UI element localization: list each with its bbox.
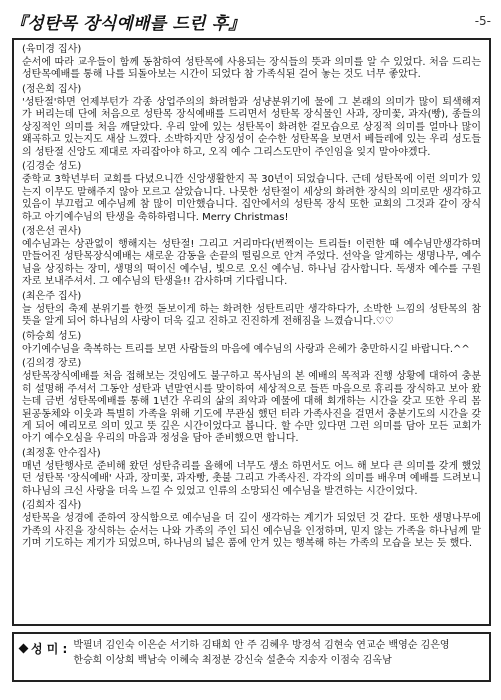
testimonial-text: 순서에 따라 교우들이 함께 동참하여 성탄목에 사용되는 장식들의 뜻과 의미를 알 수 있었다. 처음 드리는 성탄목예배를 통해 나를 되돌아보는 시간이 되었다 참 가족식된 걸어 놓는 것도 너무 좋았다.: [22, 57, 481, 81]
diamond-bullet-icon: [19, 644, 29, 654]
testimonial-text: '성탄절'하면 언제부턴가 각종 상업주의의 화려함과 성냥분위기에 물에 그 본래의 의미가 많이 퇴색해져 가 버리는데 단에 처음으로 성탄목 장식예배를 드리면서 성탄목 장식물인 사과, 장미꽃, 과자(빵), 종들의 상징적인 의미를 처음 깨달았다. 우리 앞에 있는 성탄목이 화려한 겉모습으로 상징적 의미를 얼마나 많이 왜곡하고 있는지도 새삼 느꼈다. 소박하지만 상징성이 순수한 성탄목을 보면서 베들레에 있는 우리 성도들의 성탄절 신앙도 제대로 자리잡아야 하고, 오직 예수 그리스도만이 주인임을 잊지 말아야겠다.: [22, 96, 481, 158]
page-title: 『성탄목 장식예배를 드린 후』: [10, 13, 246, 34]
offering-names: [73, 638, 449, 668]
page-number: -5-: [474, 14, 491, 28]
testimonial-3: [22, 161, 481, 224]
testimonial-author: (김희자 집사): [22, 500, 82, 512]
testimonial-text: 매년 성탄행사로 준비해 왔던 성탄츄리를 올해에 너무도 생소 하면서도 어느 해 보다 큰 의미를 갖게 했었던 성탄목 '장식예배' 사과, 장미꽃, 과자빵, 촛불 그리고 가족사진. 각각의 의미를 배우며 예배를 드려보니 하나님의 크신 사랑을 더욱 느낄 수 있었고 인류의 소망되신 예수님을 발견하는 시간이었다.: [22, 460, 481, 497]
testimonial-6: [22, 331, 481, 356]
testimonial-2: [22, 84, 481, 159]
testimonial-author: (정은희 집사): [22, 83, 82, 95]
testimonial-8: [22, 448, 481, 498]
testimonial-author: (하승희 성도): [22, 330, 82, 342]
testimonial-text: 아기예수님을 축복하는 트리를 보면 사람들의 마음에 예수님의 사랑과 은혜가 충만하시길 바랍니다.^^: [22, 343, 470, 355]
testimonial-author: (육미경 집사): [22, 44, 82, 55]
testimonial-1: [22, 44, 481, 82]
offering-names-line: 박필녀 김인숙 이은순 서기하 김태희 안 주 김혜우 방경석 김현숙 연교순 백영순 김은영: [73, 640, 450, 651]
testimonial-text: 예수님과는 상관없이 행해지는 성탄절! 그리고 거리마다(번쩍이는 트리들! 이런한 때 예수님만생각하며 만들어진 성탄목장식예배는 새로운 감동을 손끝의 떨림으로 안겨 주었다. 선악을 알게하는 생명나무, 예수님을 상징하는 장미, 생명의 떡이신 예수님, 빛으로 오신 예수님. 하나님 감사합니다. 독생자 예수를 구원자로 보내주셔서. 그 예수님의 탄생을!! 감사하며 기다립니다.: [22, 238, 481, 288]
offering-label-text: 성 미 :: [31, 642, 68, 656]
testimonial-text: 성탄목을 성경에 준하여 장식함으로 예수님을 더 깊이 생각하는 계기가 되었던 것 같다. 또한 생명나무에 가족의 사진을 장식하는 순서는 나와 가족의 주인 되신 예수님을 인정하며, 믿지 않는 가족을 하나님께 맡기며 기도하는 계기가 되었으며, 하나님의 넓은 품에 안겨 있는 행복해 하는 가족의 모습을 보는 듯 했다.: [22, 513, 481, 550]
offering-box: [12, 632, 491, 682]
testimonial-5: [22, 291, 481, 329]
testimonial-7: [22, 358, 481, 446]
testimonial-author: (최정훈 안수집사): [22, 447, 101, 459]
testimonial-text: 중학교 3학년부터 교회를 다녔으니깐 신앙생활한지 꼭 30년이 되었습니다. 근데 성탄목에 이런 의미가 있는지 이무도 말해주지 않아 모르고 살았습니다. 나뭇한 성탄절이 세상의 화려한 장식의 의미로만 생각하고 있음이 부끄럽고 예수님께 참 많이 미안했습니다. 집안에서의 성탄목 장식 또한 교회의 그것과 같이 장식하고 아기예수님의 탄생을 축하하렵니다. Merry Christmas!: [22, 174, 481, 223]
testimonial-author: (김경순 성도): [22, 161, 82, 173]
offering-label: [20, 640, 67, 657]
testimonial-4: [22, 226, 481, 289]
testimonial-9: [22, 500, 481, 550]
testimonial-text: 늘 성탄의 축제 분위기를 한껏 돋보이게 하는 화려한 성탄트리만 생각하다가, 소박한 느낌의 성탄목의 참뜻을 알게 되어 하나님의 사랑이 더욱 깊고 진하고 진진하게 전해짐을 느꼈습니다.♡♡: [22, 303, 481, 328]
testimonial-author: (정은선 권사): [22, 225, 82, 237]
testimonial-author: (최은주 집사): [22, 290, 82, 302]
page-header: [10, 8, 491, 34]
testimonial-text: 성탄목장식예배를 처음 접해보는 것임에도 불구하고 목사님의 본 예배의 목적과 진행 상황에 대하여 충분히 설명해 주셔서 그동안 성탄과 년말연시를 맞이하여 세상적으로 들뜬 마음으로 휴리를 장식하고 보아 왔는데 금번 성탄목예배를 통해 1년간 우리의 삶의 죄악과 예물에 대해 회개하는 시간을 갖고 또한 우리 몸된공동체와 이웃과 특별히 가족을 위해 기도에 무관심 했던 터라 가족사진을 걸면서 충분기도의 시간을 갖게 되어 예리모로 의미 있고 뜻 깊은 시간이었다고 봅니다. 할 수만 있다면 그런 의미를 담아 모든 교회가 아기 예수오심을 우리의 마음과 정성을 담아 준비했으면 합니다.: [22, 371, 481, 445]
offering-names-line: 한승희 이상희 백남숙 이혜숙 최정분 강신숙 설춘숙 지송자 이점숙 김옥남: [73, 655, 392, 666]
testimonial-author: (김의경 장로): [22, 358, 82, 370]
testimonials-box: [12, 38, 491, 626]
